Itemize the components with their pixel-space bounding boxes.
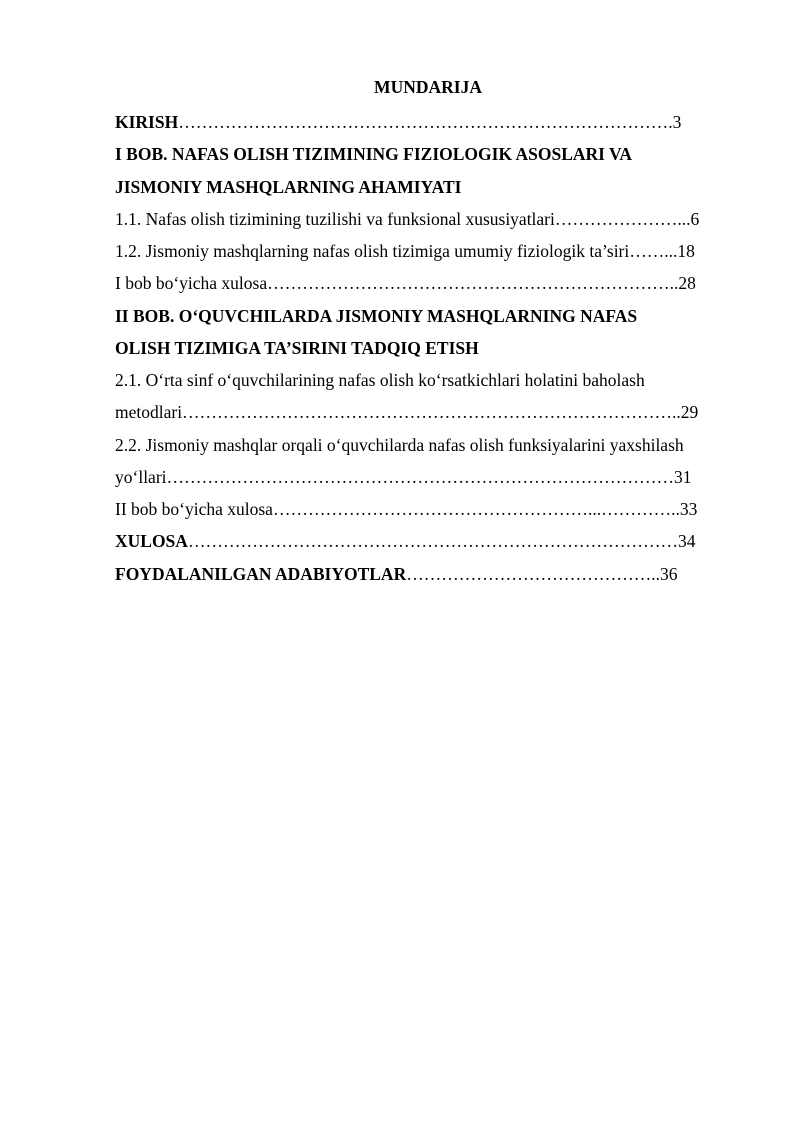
toc-line	[115, 337, 479, 359]
toc-heading-text: I BOB. NAFAS OLISH TIZIMINING FIZIOLOGIK ASOSLARI VA	[115, 144, 633, 165]
toc-line	[115, 369, 645, 391]
toc-line	[115, 240, 695, 262]
toc-line	[115, 305, 637, 327]
toc-entry-text: 2.2. Jismoniy mashqlar orqali o‘quvchilarda nafas olish funksiyalarini yaxshilash	[115, 434, 684, 455]
toc-entry-text: I bob bo‘yicha xulosa……………………………………………………………..28	[115, 273, 696, 294]
toc-heading-text: OLISH TIZIMIGA TA’SIRINI TADQIQ ETISH	[115, 337, 479, 358]
toc-line	[115, 111, 681, 133]
toc-line	[115, 563, 677, 585]
toc-entry-text: II bob bo‘yicha xulosa………………………………………………...…………..33	[115, 499, 698, 519]
toc-line	[115, 530, 695, 552]
toc-entry-text: 1.2. Jismoniy mashqlarning nafas olish tizimiga umumiy fiziologik ta’siri……...18	[115, 241, 695, 261]
toc-line	[115, 401, 698, 423]
toc-heading-text: FOYDALANILGAN ADABIYOTLAR	[115, 563, 407, 584]
page-title: MUNDARIJA	[374, 77, 482, 97]
toc-line	[115, 466, 692, 488]
toc-line	[115, 208, 699, 230]
toc-heading-text: XULOSA	[115, 531, 188, 552]
toc-heading-text: II BOB. O‘QUVCHILARDA JISMONIY MASHQLARNING NAFAS	[115, 305, 638, 326]
toc-line	[115, 434, 684, 456]
toc-entry-text: ………………………………………………………………………….3	[178, 112, 682, 132]
toc-line	[115, 498, 697, 520]
toc-entry-text: 2.1. O‘rta sinf o‘quvchilarining nafas olish ko‘rsatkichlari holatini baholash	[115, 370, 645, 390]
toc-line	[115, 176, 461, 198]
toc-line	[115, 143, 632, 165]
toc-entry-text: ……………………………………..36	[406, 563, 678, 584]
toc-heading-text: JISMONIY MASHQLARNING AHAMIYATI	[115, 176, 462, 197]
toc-line	[115, 272, 696, 294]
toc-heading-text: KIRISH	[115, 112, 179, 132]
toc-entry-text: metodlari…………………………………………………………………………..29	[115, 402, 699, 423]
toc-entry-text: yo‘llari……………………………………………………………………………31	[115, 466, 692, 487]
toc-entry-text: …………………………………………………………………………34	[187, 531, 696, 552]
toc-entry-text: 1.1. Nafas olish tizimining tuzilishi va funksional xususiyatlari…………………...6	[115, 208, 700, 229]
